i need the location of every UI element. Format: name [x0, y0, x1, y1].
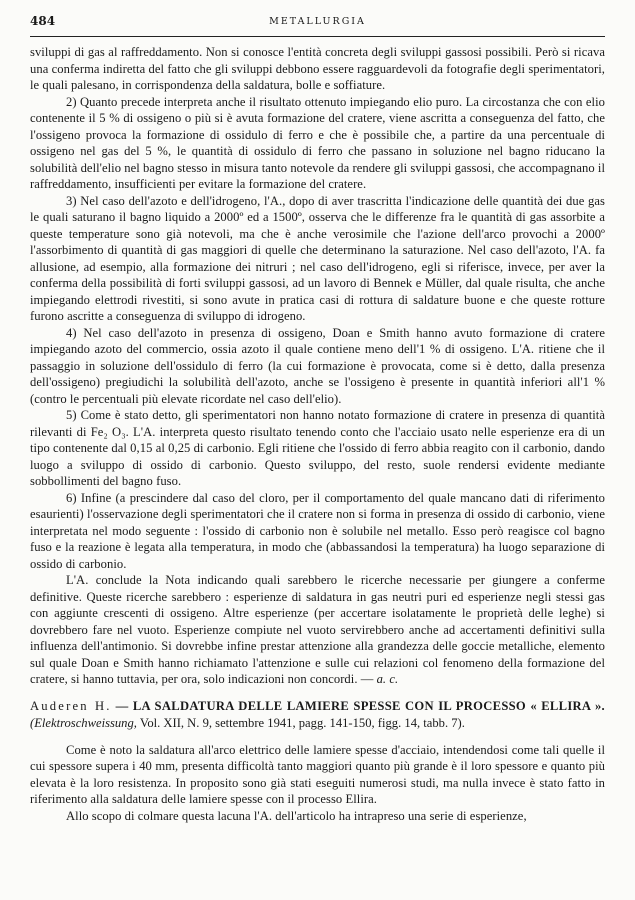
paragraph-conclusion-text: L'A. conclude la Nota indicando quali sarebbero le ricerche necessarie per giungere a conferme definitive. Queste ricerche sarebbero : esperienze di saldatura in gas neutri puri ed esperienze negli stessi gas con aggiunte crescenti di ossigeno. Altre esperienze (per accertare isolatamente le proprietà delle leghe) si dovrebbero fare nel vuoto. Esperienze compiute nel vuoto servirebbero anche ad accertamenti definitivi sulla influenza dell'antimonio. Si dovrebbe infine prestar attenzione alla grandezza delle goccie metalliche, elemento sul quale Doan e Smith hanno richiamato l'attenzione e sulle cui relazioni col fenomeno della formazione del cratere, si hanno tuttavia, per ora, solo indicazioni non concordi. — [30, 573, 605, 686]
page-body [30, 44, 605, 824]
paragraph-point-4: 4) Nel caso dell'azoto in presenza di ossigeno, Doan e Smith hanno avuto formazione di cratere impiegando azoto del commercio, ossia azoto il quale contiene meno dell'1 % di ossigeno. L'A. ritiene che il passaggio in soluzione dell'ossidulo di ferro (la cui formazione è provocata, come si è detto, dalla presenza dell'ossigeno) pregiudichi la solubilità dell'azoto, anche se l'ossigeno è presente in quantità inferiori all'1 % (contro le percentuali più elevate ricordate nel caso dell'elio). [30, 325, 605, 406]
paragraph-point-5: 5) Come è stato detto, gli sperimentatori non hanno notato formazione di cratere in presenza di quantità rilevanti di Fe₂ O₃. L'A. interpreta questo risultato tenendo conto che l'acciaio usato nelle esperienze era di un tipo contenente dal 0,15 al 0,25 di carbonio. Egli ritiene che l'ossido di ferro abbia reagito con il carbonio, dando luogo a sviluppo di ossido di carbonio. Questo sviluppo, del resto, suole rendersi evidente mediante sobbollimenti del bagno fuso. [30, 408, 605, 488]
section-gap [30, 688, 605, 698]
entry-author: Auderen H. [30, 698, 112, 713]
entry-source: (Elektroschweissung, [30, 715, 137, 730]
paragraph-point-2: 2) Quanto precede interpreta anche il risultato ottenuto impiegando elio puro. La circostanza che con elio contenente il 5 % di ossigeno o più si è avuta formazione del cratere, viene ascritta a conseguenza del fatto, che l'ossigeno provoca la formazione di ossidulo di ferro e che è possibile che, a partire da una percentuale di ossigeno nel gas del 5 %, le quantità di ossidulo di ferro che passano in soluzione nel bagno riducano la solubilità dell'elio nel bagno stesso in misura tanto notevole da rendere gli sviluppi gassosi, che accompagnano il raffreddamento, insufficienti per evitare la formazione del cratere. [30, 94, 605, 191]
paragraph-point-3: 3) Nel caso dell'azoto e dell'idrogeno, l'A., dopo di aver trascritta l'indicazione delle quantità dei due gas le quali saturano il bagno liquido a 2000º ed a 1500º, osserva che le differenze fra le quantità di gas assorbite a queste temperature sono già notevoli, ma che è anche verosimile che l'azione dell'arco provochi a 2000º l'assorbimento di quantità di gas maggiori di quelle che determinano la saturazione. Nel caso dell'azoto, l'A. fa allusione, ad esempio, alla formazione dei nitruri ; nel caso dell'idrogeno, egli si riferisce, invece, per aver la conferma della possibilità di forti sviluppi gassosi, ad un lavoro di Bennek e Müller, dal quale risulta, che anche impiegando elettrodi rivestiti, si sono avute in pratica casi di rottura di saldature buone e che queste rotture furono ascritte a conseguenza di sviluppo di idrogeno. [30, 193, 605, 323]
paragraph-continuation: sviluppi di gas al raffreddamento. Non si conosce l'entità concreta degli sviluppi gassosi possibili. Però si ricava una conferma indiretta del fatto che gli sviluppi debbono essere ragguardevoli da fotografie degli sperimentatori, le quali palesano, in corrispondenza della saldatura, bolle e soffiature. [30, 45, 605, 92]
entry-paragraph: Come è noto la saldatura all'arco elettrico delle lamiere spesse d'acciaio, intendendosi come tali quelle il cui spessore supera i 40 mm, presenta difficoltà tanto maggiori quanto più grande è il loro spessore e quanto più elevata è la loro resistenza. In proposito sono già stati eseguiti numerosi studi, ma nulla invece è stato fatto in riferimento alla saldatura delle lamiere spesse con il processo Ellira. [30, 742, 605, 806]
paragraph-point-6: 6) Infine (a prescindere dal caso del cloro, per il comportamento del quale mancano dati di riferimento esaurienti) l'osservazione degli sperimentatori che il cratere non si forma in presenza di ossido di carbonio, viene interpretata nel modo seguente : l'ossido di carbonio non è solubile nel metallo. Esso però reagisce col bagno fuso e la reazione è legata alla temperatura, in modo che (abbassandosi la temperatura) ha luogo separazione di ossido di carbonio. [30, 490, 605, 571]
running-title: METALLURGIA [269, 16, 366, 27]
reviewer-signature: a. c. [376, 672, 399, 686]
paragraph-conclusion [30, 572, 605, 688]
page-header [30, 14, 605, 32]
page-number: 484 [30, 14, 56, 28]
section-gap [30, 732, 605, 742]
entry-title: — LA SALDATURA DELLE LAMIERE SPESSE CON IL PROCESSO « ELLIRA ». [115, 698, 605, 713]
entry-paragraph: Allo scopo di colmare questa lacuna l'A. dell'articolo ha intrapreso una serie di esperienze, [66, 808, 527, 823]
bibliographic-entry [30, 698, 605, 732]
header-rule [30, 36, 605, 37]
entry-details: Vol. XII, N. 9, settembre 1941, pagg. 141-150, figg. 14, tabb. 7). [139, 715, 465, 730]
